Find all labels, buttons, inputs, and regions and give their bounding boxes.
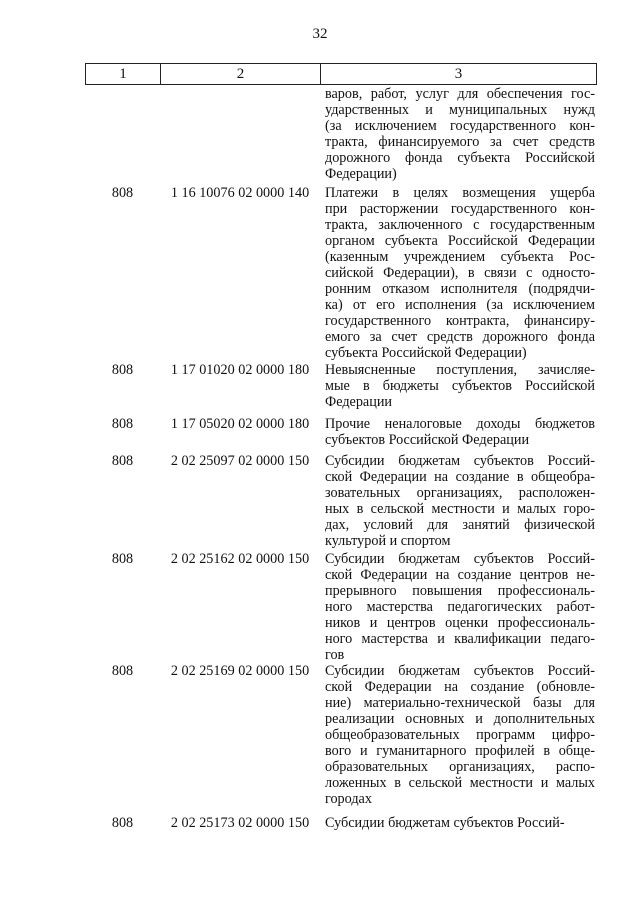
- description-line: ронним отказом исполнителя (подрядчи-: [325, 281, 595, 297]
- budget-code: 2 02 25097 02 0000 150: [170, 453, 310, 469]
- description-line: мые в бюджеты субъектов Российской: [325, 378, 595, 394]
- description-line: емого за счет средств дорожного фонда: [325, 329, 595, 345]
- description-line: гов: [325, 647, 345, 663]
- description-line: образовательных организациях, распо-: [325, 759, 595, 775]
- budget-code: 2 02 25169 02 0000 150: [170, 663, 310, 679]
- description-line: органом субъекта Российской Федерации: [325, 233, 595, 249]
- description-line: вого и гуманитарного профилей в обще-: [325, 743, 595, 759]
- header-col-1: 1: [86, 64, 161, 84]
- description: [325, 86, 595, 182]
- description: [325, 453, 595, 549]
- description-line: ние) материально-технической базы для: [325, 695, 595, 711]
- description-line: ударственных и муниципальных нужд: [325, 102, 595, 118]
- admin-code: 808: [111, 185, 134, 201]
- admin-code: 808: [111, 815, 134, 831]
- header-col-3: 3: [454, 65, 463, 82]
- admin-code: 808: [111, 416, 134, 432]
- description-line: прерывного повышения профессиональ-: [325, 583, 595, 599]
- description-line: (казенным учреждением субъекта Рос-: [325, 249, 595, 265]
- description-line: общеобразовательных программ цифро-: [325, 727, 595, 743]
- admin-code: 808: [111, 362, 134, 378]
- admin-code: 808: [111, 663, 134, 679]
- description-line: субъекта Российской Федерации): [325, 345, 527, 361]
- description-line: Федерации): [325, 166, 397, 182]
- description-line: Федерации: [325, 394, 393, 410]
- description-line: дорожного фонда субъекта Российской: [325, 150, 595, 166]
- description-line: зовательных организациях, расположен-: [325, 485, 595, 501]
- description-line: ного мастерства педагогических работ-: [325, 599, 595, 615]
- admin-code: 808: [111, 551, 134, 567]
- description-line: культурой и спортом: [325, 533, 451, 549]
- description-line: ных в сельской местности и малых горо-: [325, 501, 595, 517]
- description-line: Прочие неналоговые доходы бюджетов: [325, 416, 595, 432]
- description-line: дах, условий для занятий физической: [325, 517, 595, 533]
- description-line: реализации основных и дополнительных: [325, 711, 595, 727]
- description-line: ников и центров оценки профессиональ-: [325, 615, 595, 631]
- description: [325, 185, 595, 361]
- description-line: Субсидии бюджетам субъектов Россий-: [325, 663, 595, 679]
- page-number: 32: [312, 26, 328, 42]
- header-col-2: 2: [161, 64, 321, 84]
- table-header: [85, 63, 597, 85]
- description-line: ка) от его исполнения (за исключением: [325, 297, 595, 313]
- description-line: государственного контракта, финансиру-: [325, 313, 595, 329]
- description: [325, 362, 595, 410]
- budget-code: 1 17 05020 02 0000 180: [170, 416, 310, 432]
- description-line: субъектов Российской Федерации: [325, 432, 530, 448]
- description-line: при расторжении государственного кон-: [325, 201, 595, 217]
- description-line: ской Федерации на создание в общеобра-: [325, 469, 595, 485]
- description-line: тракта, заключенного с государственным: [325, 217, 595, 233]
- description: [325, 416, 595, 448]
- budget-code: 2 02 25162 02 0000 150: [170, 551, 310, 567]
- description-line: Субсидии бюджетам субъектов Россий-: [325, 815, 565, 831]
- description-line: городах: [325, 791, 372, 807]
- description-line: ложенных в сельской местности и малых: [325, 775, 595, 791]
- description-line: тракта, финансируемого за счет средств: [325, 134, 595, 150]
- description-line: (за исключением государственного кон-: [325, 118, 595, 134]
- budget-code: 1 17 01020 02 0000 180: [170, 362, 310, 378]
- description-line: варов, работ, услуг для обеспечения гос-: [325, 86, 595, 102]
- description-line: ской Федерации на создание (обновле-: [325, 679, 595, 695]
- description-line: ного мастерства и квалификации педаго-: [325, 631, 595, 647]
- description-line: ской Федерации на создание центров не-: [325, 567, 595, 583]
- budget-code: 1 16 10076 02 0000 140: [170, 185, 310, 201]
- description: [325, 551, 595, 663]
- description: [325, 663, 595, 807]
- description-line: Невыясненные поступления, зачисляе-: [325, 362, 595, 378]
- description-line: сийской Федерации), в связи с односто-: [325, 265, 595, 281]
- description-line: Субсидии бюджетам субъектов Россий-: [325, 551, 595, 567]
- budget-code: 2 02 25173 02 0000 150: [170, 815, 310, 831]
- description-line: Платежи в целях возмещения ущерба: [325, 185, 595, 201]
- admin-code: 808: [111, 453, 134, 469]
- description-line: Субсидии бюджетам субъектов Россий-: [325, 453, 595, 469]
- description: [325, 815, 595, 831]
